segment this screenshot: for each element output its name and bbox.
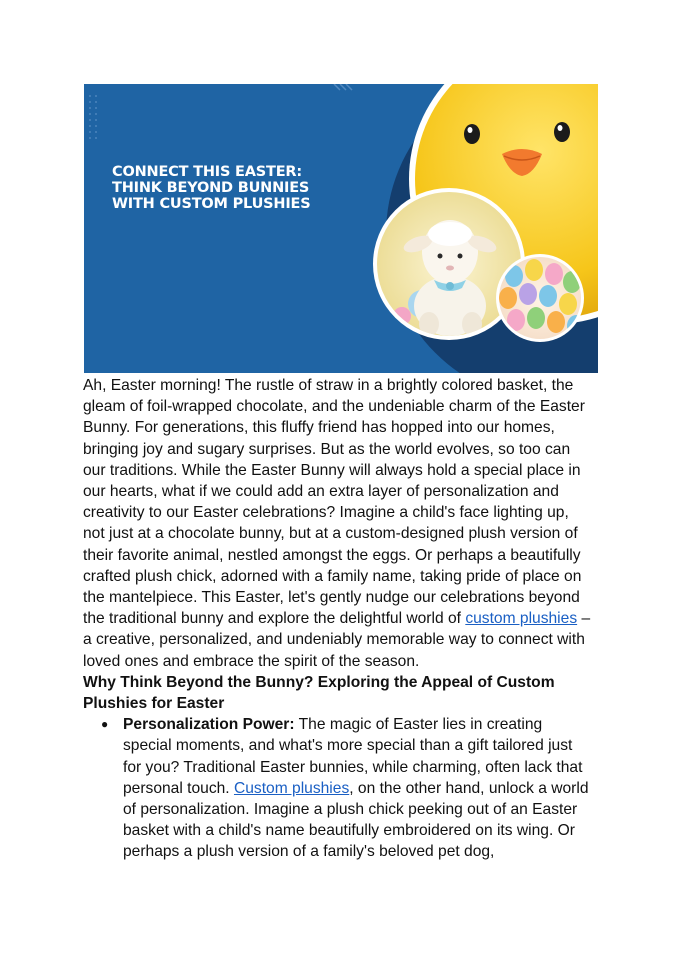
banner-title-line: WITH CUSTOM PLUSHIES [112, 196, 311, 212]
article-body [83, 375, 593, 863]
banner-title [112, 164, 352, 212]
bullet-text-end: , on the other hand, unlock a world of personalization. Imagine a plush chick peeking out of an Easter basket with a child's name beautifully embroidered on its wing. Or perhaps a plush version of a family's beloved pet dog, [123, 779, 589, 861]
feature-list [83, 714, 593, 862]
banner-artwork [84, 84, 598, 373]
custom-plushies-link-2[interactable]: Custom plushies [233, 779, 350, 797]
hero-banner [84, 84, 598, 373]
custom-plushies-link[interactable]: custom plushies [465, 610, 578, 628]
banner-title-line: CONNECT THIS EASTER: [112, 164, 302, 180]
bullet-label: Personalization Power: [123, 716, 295, 734]
list-item [123, 714, 593, 862]
intro-text-end: – a creative, personalized, and undeniably memorable way to connect with loved ones and embrace the spirit of the season. [83, 610, 591, 670]
intro-paragraph [83, 375, 593, 672]
intro-text: Ah, Easter morning! The rustle of straw in a brightly colored basket, the gleam of foil-wrapped chocolate, and the undeniable charm of the Easter Bunny. For generations, this fluffy friend has hopped into our homes, bringing joy and sugary surprises. But as the world evolves, so too can our traditions. While the Easter Bunny will always hold a special place in our hearts, what if we could add an extra layer of personalization and creativity to our Easter celebrations? Imagine a child's face lighting up, not just at a chocolate bunny, but at a custom-designed plush version of their favorite animal, nestled amongst the eggs. Or perhaps a beautifully crafted plush chick, adorned with a family name, taking pride of place on the mantelpiece. This Easter, let's gently nudge our celebrations beyond the traditional bunny and explore the delightful world of [83, 377, 585, 628]
banner-title-line: THINK BEYOND BUNNIES [112, 180, 310, 196]
bullet-text: The magic of Easter lies in creating special moments, and what's more special than a gift tailored just for you? Traditional Easter bunnies, while charming, often lack that personal touch. [123, 716, 583, 797]
section-heading: Why Think Beyond the Bunny? Exploring the Appeal of Custom Plushies for Easter [83, 673, 555, 713]
